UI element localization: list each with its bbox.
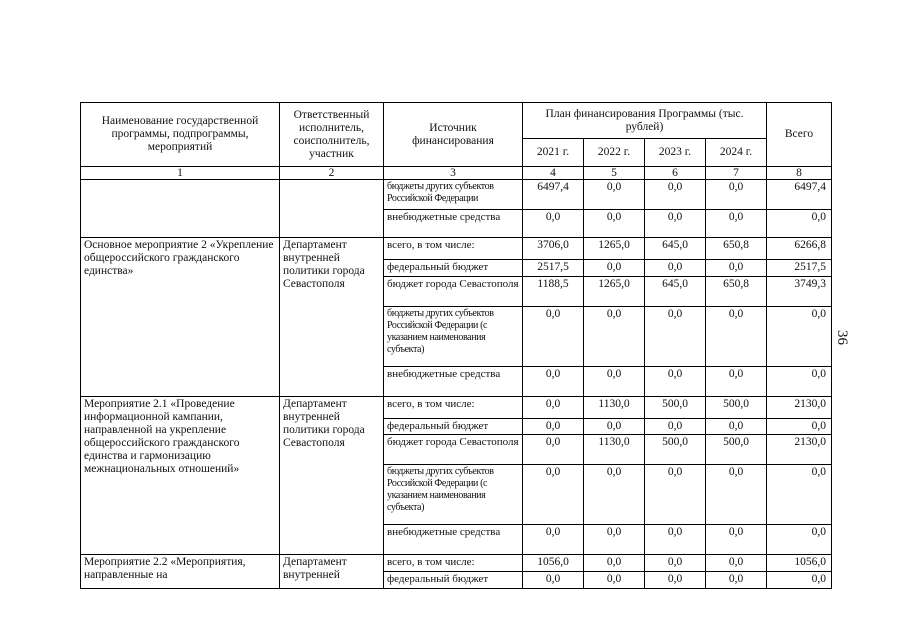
year-value: 0,0 (645, 419, 706, 435)
year-value: 650,8 (706, 277, 767, 307)
year-value: 500,0 (645, 397, 706, 419)
year-value: 0,0 (706, 210, 767, 238)
column-number: 4 (523, 167, 584, 180)
measure-name: Мероприятие 2.1 «Проведение информационной кампании, направленной на укрепление общероссийского гражданского единства и гармонизацию межнациональных отношений» (81, 397, 280, 555)
year-value: 1265,0 (584, 238, 645, 260)
header-responsible: Ответственный исполнитель, соисполнитель, участник (280, 103, 384, 167)
column-number: 6 (645, 167, 706, 180)
header-year: 2023 г. (645, 139, 706, 167)
funding-source: федеральный бюджет (384, 260, 523, 277)
year-value: 1188,5 (523, 277, 584, 307)
year-value: 0,0 (584, 465, 645, 525)
year-value: 1056,0 (523, 555, 584, 572)
year-value: 0,0 (706, 260, 767, 277)
header-source: Источник финансирования (384, 103, 523, 167)
total-value: 2130,0 (767, 435, 832, 465)
table-row (81, 238, 832, 260)
table-row (81, 180, 832, 210)
year-value: 645,0 (645, 238, 706, 260)
header-name: Наименование государственной программы, подпрограммы, мероприятий (81, 103, 280, 167)
year-value: 0,0 (584, 419, 645, 435)
header-year: 2022 г. (584, 139, 645, 167)
total-value: 6266,8 (767, 238, 832, 260)
year-value: 0,0 (523, 572, 584, 589)
funding-source: бюджет города Севастополя (384, 435, 523, 465)
total-value: 0,0 (767, 525, 832, 555)
year-value: 2517,5 (523, 260, 584, 277)
total-value: 3749,3 (767, 277, 832, 307)
table-row (81, 397, 832, 419)
year-value: 0,0 (645, 260, 706, 277)
year-value: 0,0 (645, 367, 706, 397)
column-number: 5 (584, 167, 645, 180)
year-value: 0,0 (645, 210, 706, 238)
year-value: 0,0 (645, 525, 706, 555)
year-value: 645,0 (645, 277, 706, 307)
year-value: 0,0 (584, 260, 645, 277)
year-value: 0,0 (645, 307, 706, 367)
column-number: 3 (384, 167, 523, 180)
responsible-executor (280, 180, 384, 238)
funding-source: бюджет города Севастополя (384, 277, 523, 307)
financing-table (80, 102, 832, 589)
total-value: 2517,5 (767, 260, 832, 277)
year-value: 0,0 (706, 180, 767, 210)
funding-source: всего, в том числе: (384, 555, 523, 572)
funding-source: внебюджетные средства (384, 525, 523, 555)
total-value: 0,0 (767, 465, 832, 525)
column-number: 2 (280, 167, 384, 180)
column-number: 7 (706, 167, 767, 180)
year-value: 0,0 (645, 572, 706, 589)
responsible-executor: Департамент внутренней (280, 555, 384, 589)
header-total: Всего (767, 103, 832, 167)
year-value: 0,0 (584, 307, 645, 367)
header-plan: План финансирования Программы (тыс. рублей) (523, 103, 767, 139)
total-value: 0,0 (767, 210, 832, 238)
year-value: 0,0 (584, 555, 645, 572)
year-value: 0,0 (523, 465, 584, 525)
funding-source: всего, в том числе: (384, 238, 523, 260)
total-value: 0,0 (767, 572, 832, 589)
year-value: 0,0 (645, 555, 706, 572)
total-value: 0,0 (767, 367, 832, 397)
funding-source: федеральный бюджет (384, 419, 523, 435)
total-value: 2130,0 (767, 397, 832, 419)
year-value: 500,0 (645, 435, 706, 465)
year-value: 0,0 (584, 525, 645, 555)
measure-name (81, 180, 280, 238)
funding-source: внебюджетные средства (384, 210, 523, 238)
year-value: 500,0 (706, 435, 767, 465)
measure-name: Мероприятие 2.2 «Мероприятия, направленные на (81, 555, 280, 589)
total-value: 0,0 (767, 307, 832, 367)
year-value: 1265,0 (584, 277, 645, 307)
funding-source: всего, в том числе: (384, 397, 523, 419)
total-value: 0,0 (767, 419, 832, 435)
year-value: 0,0 (584, 180, 645, 210)
total-value: 1056,0 (767, 555, 832, 572)
year-value: 3706,0 (523, 238, 584, 260)
responsible-executor: Департамент внутренней политики города Севастополя (280, 397, 384, 555)
header-year: 2021 г. (523, 139, 584, 167)
year-value: 0,0 (523, 307, 584, 367)
column-number: 8 (767, 167, 832, 180)
page-number: 36 (834, 330, 850, 345)
year-value: 0,0 (706, 307, 767, 367)
funding-source: бюджеты других субъектов Российской Федерации (с указанием наименования субъекта) (384, 465, 523, 525)
year-value: 0,0 (645, 465, 706, 525)
year-value: 0,0 (523, 419, 584, 435)
year-value: 0,0 (706, 525, 767, 555)
funding-source: бюджеты других субъектов Российской Федерации (384, 180, 523, 210)
year-value: 0,0 (584, 367, 645, 397)
year-value: 0,0 (706, 419, 767, 435)
year-value: 0,0 (523, 525, 584, 555)
year-value: 0,0 (706, 465, 767, 525)
column-number: 1 (81, 167, 280, 180)
funding-source: бюджеты других субъектов Российской Федерации (с указанием наименования субъекта) (384, 307, 523, 367)
year-value: 0,0 (706, 572, 767, 589)
year-value: 0,0 (584, 210, 645, 238)
year-value: 0,0 (523, 367, 584, 397)
measure-name: Основное мероприятие 2 «Укрепление общероссийского гражданского единства» (81, 238, 280, 397)
year-value: 0,0 (523, 397, 584, 419)
year-value: 6497,4 (523, 180, 584, 210)
year-value: 0,0 (523, 210, 584, 238)
year-value: 1130,0 (584, 397, 645, 419)
year-value: 0,0 (706, 367, 767, 397)
year-value: 1130,0 (584, 435, 645, 465)
funding-source: федеральный бюджет (384, 572, 523, 589)
year-value: 500,0 (706, 397, 767, 419)
year-value: 0,0 (706, 555, 767, 572)
year-value: 650,8 (706, 238, 767, 260)
year-value: 0,0 (523, 435, 584, 465)
table-row (81, 555, 832, 572)
funding-source: внебюджетные средства (384, 367, 523, 397)
responsible-executor: Департамент внутренней политики города Севастополя (280, 238, 384, 397)
total-value: 6497,4 (767, 180, 832, 210)
year-value: 0,0 (584, 572, 645, 589)
header-year: 2024 г. (706, 139, 767, 167)
year-value: 0,0 (645, 180, 706, 210)
